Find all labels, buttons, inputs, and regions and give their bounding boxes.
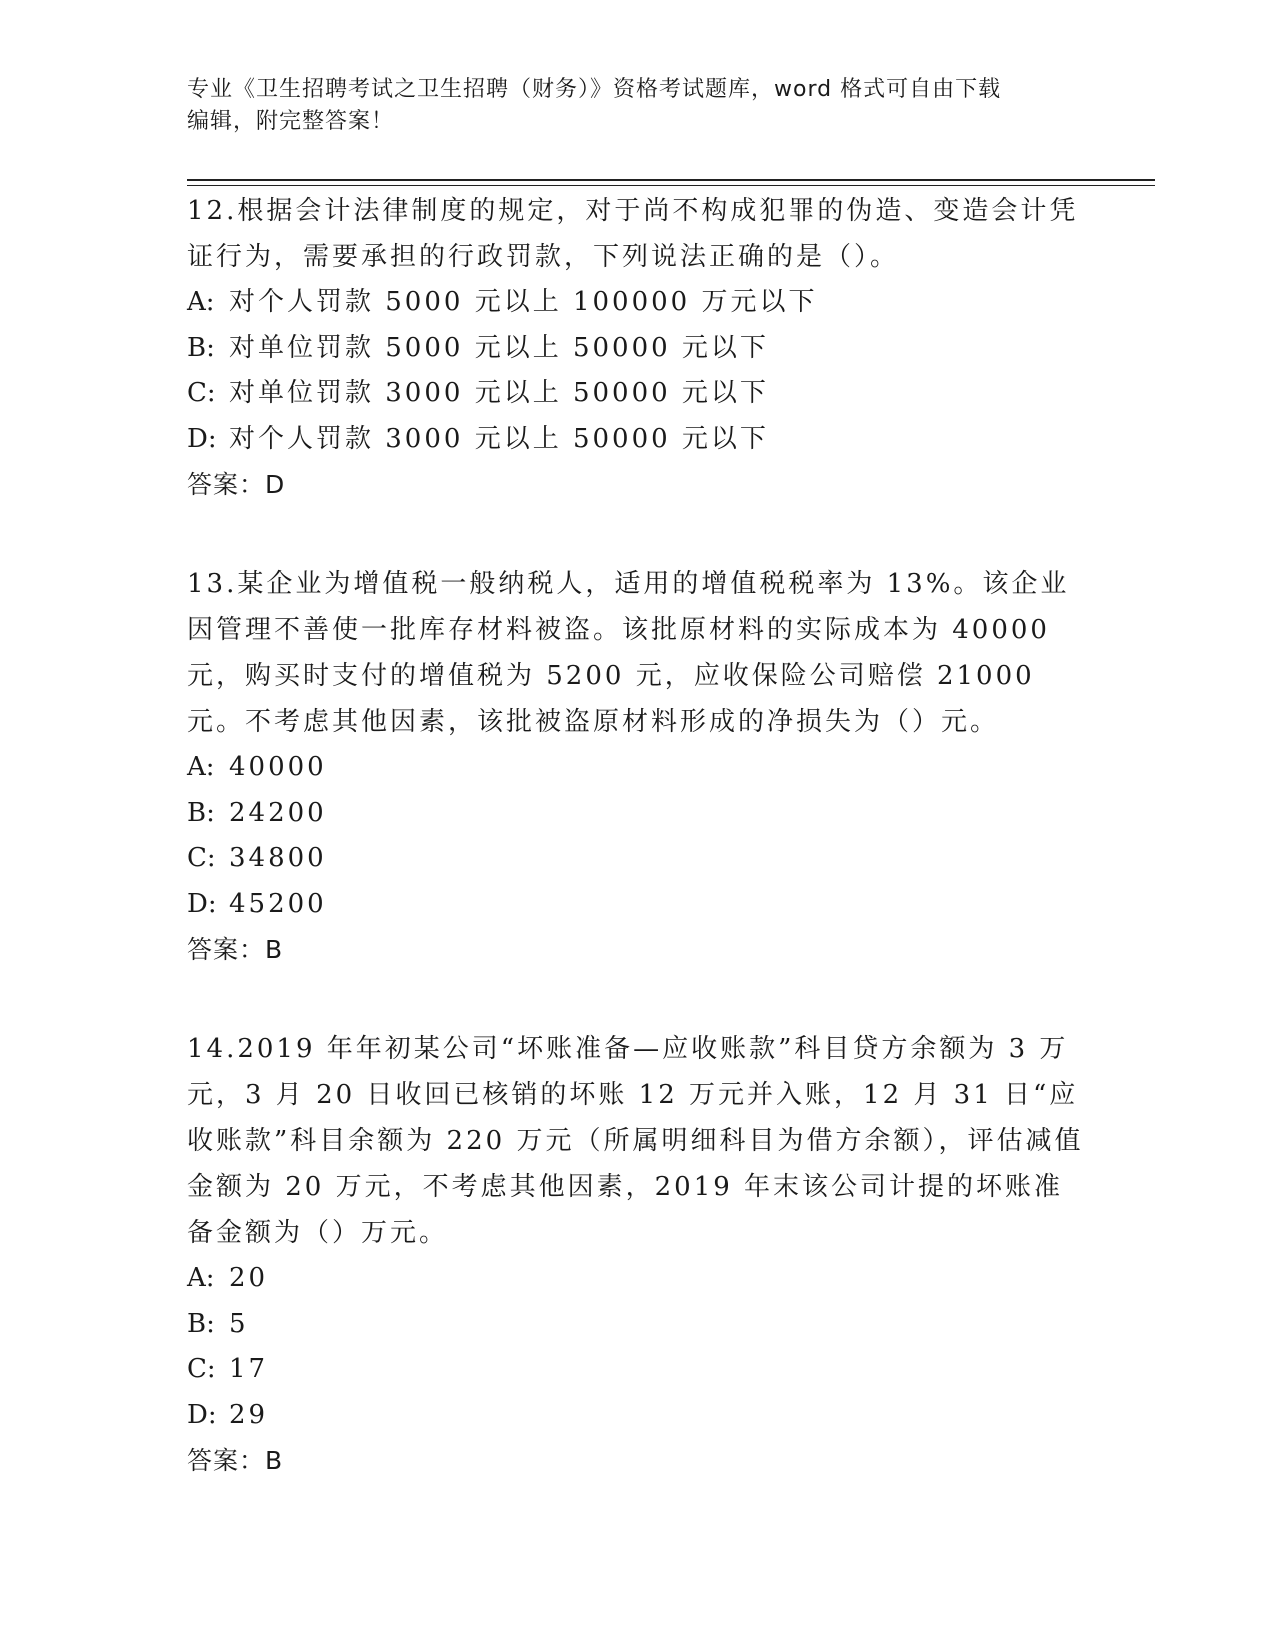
question-13 <box>187 561 1087 972</box>
option-text: 对个人罚款 3000 元以上 50000 元以下 <box>229 423 769 454</box>
option-key: B: <box>187 797 215 828</box>
option-text: 40000 <box>229 752 327 782</box>
option-text: 45200 <box>229 888 327 919</box>
question-stem: 12.根据会计法律制度的规定，对于尚不构成犯罪的伪造、变造会计凭证行为，需要承担的行政罚款，下列说法正确的是（）。 <box>187 196 1079 272</box>
question-14 <box>187 1026 1087 1483</box>
document-header <box>187 74 1067 138</box>
option-key: A: <box>187 1263 215 1293</box>
option-d <box>187 1393 1087 1439</box>
option-b <box>187 326 1087 372</box>
answer-line: 答案：B <box>187 1446 284 1475</box>
option-text: 24200 <box>229 797 327 828</box>
option-key: A: <box>187 287 215 317</box>
option-key: B: <box>187 1308 215 1339</box>
answer-line: 答案：B <box>187 935 284 964</box>
option-a <box>187 745 1087 791</box>
option-d <box>187 882 1087 928</box>
header-line-2: 编辑，附完整答案！ <box>187 109 395 134</box>
option-c <box>187 836 1087 882</box>
option-text: 对单位罚款 3000 元以上 50000 元以下 <box>229 378 769 408</box>
header-line-1: 专业《卫生招聘考试之卫生招聘（财务）》资格考试题库，word 格式可自由下载 <box>187 77 1002 102</box>
header-divider-thick <box>187 179 1155 181</box>
question-12 <box>187 188 1087 507</box>
option-text: 17 <box>229 1354 269 1384</box>
option-key: D: <box>187 423 217 454</box>
option-text: 34800 <box>229 843 327 873</box>
option-a <box>187 280 1087 326</box>
option-text: 29 <box>229 1399 269 1430</box>
option-key: D: <box>187 1399 217 1430</box>
option-text: 20 <box>229 1263 269 1293</box>
option-text: 对个人罚款 5000 元以上 100000 万元以下 <box>229 287 818 317</box>
option-key: C: <box>187 378 216 408</box>
option-key: A: <box>187 752 215 782</box>
question-stem: 14.2019 年年初某公司“坏账准备—应收账款”科目贷方余额为 3 万元，3 月 20 日收回已核销的坏账 12 万元并入账，12 月 31 日“应收账款”科目余额为 220 万元（所属明细科目为借方余额），评估减值金额为 20 万元，不考虑其他因素，2019 年末该公司计提的坏账准备金额为（）万元。 <box>187 1034 1084 1248</box>
option-c <box>187 371 1087 417</box>
option-a <box>187 1256 1087 1302</box>
option-b <box>187 1302 1087 1348</box>
option-key: B: <box>187 332 215 363</box>
header-divider-thin <box>187 185 1155 186</box>
answer-line: 答案：D <box>187 470 286 499</box>
option-key: C: <box>187 1354 216 1384</box>
option-key: C: <box>187 843 216 873</box>
option-b <box>187 791 1087 837</box>
option-d <box>187 417 1087 463</box>
question-list <box>187 188 1087 1537</box>
question-stem: 13.某企业为增值税一般纳税人，适用的增值税税率为 13%。该企业因管理不善使一批库存材料被盗。该批原材料的实际成本为 40000 元，购买时支付的增值税为 5200 元，应收保险公司赔偿 21000 元。不考虑其他因素，该批被盗原材料形成的净损失为（）元。 <box>187 569 1070 737</box>
option-text: 5 <box>229 1308 249 1339</box>
option-c <box>187 1347 1087 1393</box>
option-key: D: <box>187 888 217 919</box>
option-text: 对单位罚款 5000 元以上 50000 元以下 <box>229 332 769 363</box>
